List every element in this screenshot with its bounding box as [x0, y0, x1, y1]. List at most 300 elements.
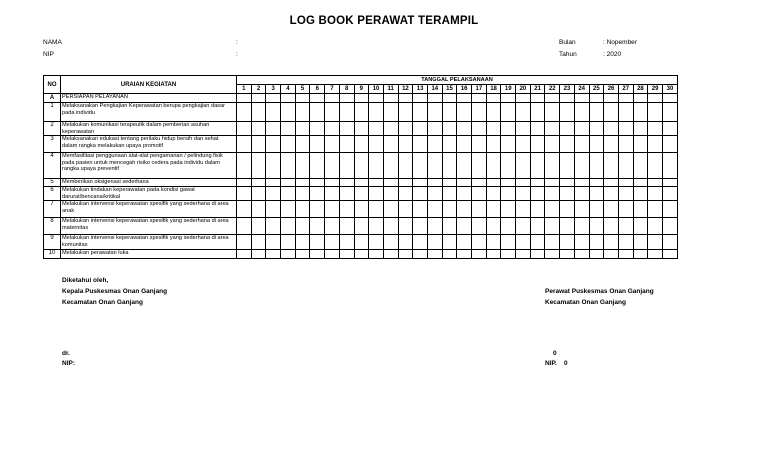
- date-cell[interactable]: [530, 122, 545, 136]
- date-cell[interactable]: [281, 94, 296, 103]
- date-cell[interactable]: [486, 179, 501, 187]
- date-cell[interactable]: [237, 179, 252, 187]
- date-cell[interactable]: [662, 136, 677, 153]
- date-cell[interactable]: [662, 103, 677, 122]
- date-cell[interactable]: [251, 235, 266, 249]
- date-cell[interactable]: [530, 136, 545, 153]
- date-cell[interactable]: [339, 153, 354, 179]
- date-cell[interactable]: [501, 103, 516, 122]
- date-cell[interactable]: [383, 187, 398, 201]
- date-cell[interactable]: [251, 249, 266, 258]
- date-cell[interactable]: [457, 94, 472, 103]
- date-cell[interactable]: [281, 103, 296, 122]
- date-cell[interactable]: [310, 187, 325, 201]
- date-cell[interactable]: [457, 235, 472, 249]
- date-cell[interactable]: [266, 122, 281, 136]
- date-cell[interactable]: [310, 103, 325, 122]
- date-cell[interactable]: [633, 94, 648, 103]
- date-cell[interactable]: [354, 249, 369, 258]
- date-cell[interactable]: [516, 122, 531, 136]
- date-cell[interactable]: [516, 201, 531, 218]
- date-cell[interactable]: [266, 179, 281, 187]
- date-cell[interactable]: [369, 153, 384, 179]
- date-cell[interactable]: [398, 103, 413, 122]
- date-cell[interactable]: [281, 153, 296, 179]
- date-cell[interactable]: [427, 179, 442, 187]
- date-cell[interactable]: [427, 94, 442, 103]
- date-cell[interactable]: [354, 94, 369, 103]
- date-cell[interactable]: [266, 235, 281, 249]
- date-cell[interactable]: [295, 201, 310, 218]
- date-cell[interactable]: [648, 122, 663, 136]
- date-cell[interactable]: [648, 187, 663, 201]
- date-cell[interactable]: [618, 153, 633, 179]
- date-cell[interactable]: [354, 122, 369, 136]
- date-cell[interactable]: [530, 94, 545, 103]
- date-cell[interactable]: [339, 249, 354, 258]
- date-cell[interactable]: [501, 136, 516, 153]
- date-cell[interactable]: [633, 136, 648, 153]
- date-cell[interactable]: [486, 249, 501, 258]
- date-cell[interactable]: [266, 136, 281, 153]
- date-cell[interactable]: [281, 122, 296, 136]
- date-cell[interactable]: [486, 136, 501, 153]
- date-cell[interactable]: [530, 187, 545, 201]
- date-cell[interactable]: [648, 218, 663, 235]
- date-cell[interactable]: [633, 153, 648, 179]
- date-cell[interactable]: [472, 179, 487, 187]
- date-cell[interactable]: [325, 235, 340, 249]
- date-cell[interactable]: [618, 249, 633, 258]
- date-cell[interactable]: [383, 94, 398, 103]
- date-cell[interactable]: [618, 136, 633, 153]
- date-cell[interactable]: [369, 201, 384, 218]
- date-cell[interactable]: [398, 136, 413, 153]
- date-cell[interactable]: [457, 122, 472, 136]
- date-cell[interactable]: [530, 249, 545, 258]
- date-cell[interactable]: [295, 187, 310, 201]
- date-cell[interactable]: [266, 153, 281, 179]
- date-cell[interactable]: [472, 94, 487, 103]
- date-cell[interactable]: [398, 179, 413, 187]
- date-cell[interactable]: [457, 103, 472, 122]
- date-cell[interactable]: [413, 122, 428, 136]
- date-cell[interactable]: [516, 136, 531, 153]
- date-cell[interactable]: [633, 249, 648, 258]
- date-cell[interactable]: [266, 249, 281, 258]
- date-cell[interactable]: [545, 136, 560, 153]
- date-cell[interactable]: [472, 201, 487, 218]
- date-cell[interactable]: [472, 153, 487, 179]
- date-cell[interactable]: [413, 187, 428, 201]
- date-cell[interactable]: [545, 103, 560, 122]
- date-cell[interactable]: [501, 122, 516, 136]
- date-cell[interactable]: [251, 179, 266, 187]
- date-cell[interactable]: [295, 153, 310, 179]
- date-cell[interactable]: [472, 122, 487, 136]
- date-cell[interactable]: [604, 136, 619, 153]
- date-cell[interactable]: [383, 153, 398, 179]
- date-cell[interactable]: [574, 187, 589, 201]
- date-cell[interactable]: [472, 249, 487, 258]
- date-cell[interactable]: [266, 94, 281, 103]
- date-cell[interactable]: [383, 201, 398, 218]
- date-cell[interactable]: [295, 218, 310, 235]
- date-cell[interactable]: [295, 179, 310, 187]
- date-cell[interactable]: [589, 94, 604, 103]
- date-cell[interactable]: [427, 235, 442, 249]
- date-cell[interactable]: [516, 94, 531, 103]
- date-cell[interactable]: [589, 122, 604, 136]
- date-cell[interactable]: [662, 153, 677, 179]
- date-cell[interactable]: [604, 94, 619, 103]
- date-cell[interactable]: [486, 153, 501, 179]
- date-cell[interactable]: [442, 122, 457, 136]
- date-cell[interactable]: [648, 103, 663, 122]
- date-cell[interactable]: [662, 122, 677, 136]
- date-cell[interactable]: [413, 201, 428, 218]
- date-cell[interactable]: [398, 153, 413, 179]
- date-cell[interactable]: [237, 218, 252, 235]
- date-cell[interactable]: [604, 187, 619, 201]
- date-cell[interactable]: [589, 249, 604, 258]
- date-cell[interactable]: [325, 218, 340, 235]
- date-cell[interactable]: [354, 103, 369, 122]
- date-cell[interactable]: [310, 249, 325, 258]
- date-cell[interactable]: [281, 235, 296, 249]
- date-cell[interactable]: [398, 249, 413, 258]
- date-cell[interactable]: [486, 103, 501, 122]
- date-cell[interactable]: [662, 201, 677, 218]
- date-cell[interactable]: [472, 187, 487, 201]
- date-cell[interactable]: [486, 122, 501, 136]
- date-cell[interactable]: [310, 94, 325, 103]
- date-cell[interactable]: [295, 249, 310, 258]
- date-cell[interactable]: [560, 249, 575, 258]
- date-cell[interactable]: [662, 235, 677, 249]
- date-cell[interactable]: [472, 218, 487, 235]
- date-cell[interactable]: [633, 187, 648, 201]
- date-cell[interactable]: [427, 201, 442, 218]
- date-cell[interactable]: [457, 201, 472, 218]
- date-cell[interactable]: [574, 218, 589, 235]
- date-cell[interactable]: [398, 218, 413, 235]
- date-cell[interactable]: [339, 201, 354, 218]
- date-cell[interactable]: [339, 122, 354, 136]
- date-cell[interactable]: [281, 249, 296, 258]
- date-cell[interactable]: [325, 103, 340, 122]
- date-cell[interactable]: [545, 94, 560, 103]
- date-cell[interactable]: [251, 153, 266, 179]
- date-cell[interactable]: [560, 122, 575, 136]
- date-cell[interactable]: [442, 187, 457, 201]
- date-cell[interactable]: [648, 179, 663, 187]
- date-cell[interactable]: [618, 179, 633, 187]
- date-cell[interactable]: [251, 122, 266, 136]
- date-cell[interactable]: [604, 179, 619, 187]
- date-cell[interactable]: [457, 218, 472, 235]
- date-cell[interactable]: [383, 103, 398, 122]
- date-cell[interactable]: [325, 201, 340, 218]
- date-cell[interactable]: [501, 179, 516, 187]
- date-cell[interactable]: [383, 249, 398, 258]
- date-cell[interactable]: [383, 136, 398, 153]
- date-cell[interactable]: [237, 122, 252, 136]
- date-cell[interactable]: [545, 235, 560, 249]
- date-cell[interactable]: [662, 179, 677, 187]
- date-cell[interactable]: [604, 235, 619, 249]
- date-cell[interactable]: [545, 249, 560, 258]
- date-cell[interactable]: [648, 153, 663, 179]
- date-cell[interactable]: [295, 235, 310, 249]
- date-cell[interactable]: [237, 153, 252, 179]
- date-cell[interactable]: [618, 201, 633, 218]
- date-cell[interactable]: [633, 218, 648, 235]
- date-cell[interactable]: [325, 179, 340, 187]
- date-cell[interactable]: [237, 103, 252, 122]
- date-cell[interactable]: [427, 249, 442, 258]
- date-cell[interactable]: [648, 235, 663, 249]
- date-cell[interactable]: [339, 136, 354, 153]
- date-cell[interactable]: [574, 136, 589, 153]
- date-cell[interactable]: [237, 136, 252, 153]
- date-cell[interactable]: [413, 103, 428, 122]
- date-cell[interactable]: [574, 103, 589, 122]
- date-cell[interactable]: [589, 103, 604, 122]
- date-cell[interactable]: [442, 201, 457, 218]
- date-cell[interactable]: [295, 94, 310, 103]
- date-cell[interactable]: [662, 94, 677, 103]
- date-cell[interactable]: [589, 153, 604, 179]
- date-cell[interactable]: [648, 136, 663, 153]
- date-cell[interactable]: [501, 94, 516, 103]
- date-cell[interactable]: [354, 201, 369, 218]
- date-cell[interactable]: [545, 179, 560, 187]
- date-cell[interactable]: [486, 218, 501, 235]
- date-cell[interactable]: [237, 235, 252, 249]
- date-cell[interactable]: [369, 187, 384, 201]
- date-cell[interactable]: [310, 136, 325, 153]
- date-cell[interactable]: [545, 122, 560, 136]
- date-cell[interactable]: [633, 201, 648, 218]
- date-cell[interactable]: [442, 103, 457, 122]
- date-cell[interactable]: [633, 235, 648, 249]
- date-cell[interactable]: [589, 218, 604, 235]
- date-cell[interactable]: [413, 249, 428, 258]
- date-cell[interactable]: [501, 218, 516, 235]
- date-cell[interactable]: [560, 94, 575, 103]
- date-cell[interactable]: [545, 153, 560, 179]
- date-cell[interactable]: [237, 249, 252, 258]
- date-cell[interactable]: [398, 187, 413, 201]
- date-cell[interactable]: [545, 218, 560, 235]
- date-cell[interactable]: [251, 103, 266, 122]
- date-cell[interactable]: [251, 136, 266, 153]
- date-cell[interactable]: [486, 235, 501, 249]
- date-cell[interactable]: [574, 249, 589, 258]
- date-cell[interactable]: [516, 249, 531, 258]
- date-cell[interactable]: [604, 153, 619, 179]
- date-cell[interactable]: [427, 218, 442, 235]
- date-cell[interactable]: [516, 179, 531, 187]
- date-cell[interactable]: [618, 187, 633, 201]
- date-cell[interactable]: [369, 218, 384, 235]
- date-cell[interactable]: [339, 103, 354, 122]
- date-cell[interactable]: [545, 187, 560, 201]
- date-cell[interactable]: [339, 218, 354, 235]
- date-cell[interactable]: [516, 218, 531, 235]
- date-cell[interactable]: [604, 103, 619, 122]
- date-cell[interactable]: [310, 235, 325, 249]
- date-cell[interactable]: [560, 153, 575, 179]
- date-cell[interactable]: [427, 103, 442, 122]
- date-cell[interactable]: [530, 235, 545, 249]
- date-cell[interactable]: [560, 136, 575, 153]
- date-cell[interactable]: [383, 218, 398, 235]
- date-cell[interactable]: [472, 136, 487, 153]
- date-cell[interactable]: [281, 201, 296, 218]
- date-cell[interactable]: [516, 187, 531, 201]
- date-cell[interactable]: [383, 235, 398, 249]
- date-cell[interactable]: [442, 94, 457, 103]
- date-cell[interactable]: [530, 218, 545, 235]
- date-cell[interactable]: [560, 103, 575, 122]
- date-cell[interactable]: [589, 235, 604, 249]
- date-cell[interactable]: [442, 136, 457, 153]
- date-cell[interactable]: [472, 235, 487, 249]
- date-cell[interactable]: [325, 249, 340, 258]
- date-cell[interactable]: [354, 235, 369, 249]
- date-cell[interactable]: [618, 218, 633, 235]
- date-cell[interactable]: [281, 218, 296, 235]
- date-cell[interactable]: [354, 153, 369, 179]
- date-cell[interactable]: [369, 136, 384, 153]
- date-cell[interactable]: [501, 235, 516, 249]
- date-cell[interactable]: [251, 218, 266, 235]
- date-cell[interactable]: [516, 103, 531, 122]
- date-cell[interactable]: [295, 122, 310, 136]
- date-cell[interactable]: [604, 122, 619, 136]
- date-cell[interactable]: [574, 201, 589, 218]
- date-cell[interactable]: [604, 201, 619, 218]
- date-cell[interactable]: [442, 153, 457, 179]
- date-cell[interactable]: [369, 179, 384, 187]
- date-cell[interactable]: [633, 179, 648, 187]
- date-cell[interactable]: [325, 136, 340, 153]
- date-cell[interactable]: [589, 187, 604, 201]
- date-cell[interactable]: [457, 179, 472, 187]
- date-cell[interactable]: [574, 94, 589, 103]
- date-cell[interactable]: [486, 94, 501, 103]
- date-cell[interactable]: [589, 179, 604, 187]
- date-cell[interactable]: [574, 235, 589, 249]
- date-cell[interactable]: [413, 136, 428, 153]
- date-cell[interactable]: [427, 187, 442, 201]
- date-cell[interactable]: [369, 249, 384, 258]
- date-cell[interactable]: [501, 187, 516, 201]
- date-cell[interactable]: [427, 122, 442, 136]
- date-cell[interactable]: [486, 201, 501, 218]
- date-cell[interactable]: [662, 218, 677, 235]
- date-cell[interactable]: [383, 122, 398, 136]
- date-cell[interactable]: [560, 218, 575, 235]
- date-cell[interactable]: [574, 179, 589, 187]
- date-cell[interactable]: [383, 179, 398, 187]
- date-cell[interactable]: [427, 153, 442, 179]
- date-cell[interactable]: [354, 136, 369, 153]
- date-cell[interactable]: [662, 187, 677, 201]
- date-cell[interactable]: [662, 249, 677, 258]
- date-cell[interactable]: [486, 187, 501, 201]
- date-cell[interactable]: [310, 179, 325, 187]
- date-cell[interactable]: [633, 103, 648, 122]
- date-cell[interactable]: [413, 218, 428, 235]
- date-cell[interactable]: [516, 153, 531, 179]
- date-cell[interactable]: [648, 249, 663, 258]
- date-cell[interactable]: [251, 201, 266, 218]
- date-cell[interactable]: [618, 235, 633, 249]
- date-cell[interactable]: [237, 94, 252, 103]
- date-cell[interactable]: [560, 179, 575, 187]
- date-cell[interactable]: [618, 122, 633, 136]
- date-cell[interactable]: [237, 187, 252, 201]
- date-cell[interactable]: [369, 235, 384, 249]
- date-cell[interactable]: [501, 153, 516, 179]
- date-cell[interactable]: [266, 103, 281, 122]
- date-cell[interactable]: [589, 136, 604, 153]
- date-cell[interactable]: [398, 94, 413, 103]
- date-cell[interactable]: [604, 249, 619, 258]
- date-cell[interactable]: [560, 201, 575, 218]
- date-cell[interactable]: [325, 187, 340, 201]
- date-cell[interactable]: [545, 201, 560, 218]
- date-cell[interactable]: [310, 122, 325, 136]
- date-cell[interactable]: [442, 235, 457, 249]
- date-cell[interactable]: [457, 187, 472, 201]
- date-cell[interactable]: [325, 94, 340, 103]
- date-cell[interactable]: [574, 122, 589, 136]
- date-cell[interactable]: [310, 218, 325, 235]
- date-cell[interactable]: [530, 179, 545, 187]
- date-cell[interactable]: [339, 179, 354, 187]
- date-cell[interactable]: [251, 94, 266, 103]
- date-cell[interactable]: [398, 201, 413, 218]
- date-cell[interactable]: [281, 136, 296, 153]
- date-cell[interactable]: [354, 187, 369, 201]
- date-cell[interactable]: [266, 187, 281, 201]
- date-cell[interactable]: [457, 136, 472, 153]
- date-cell[interactable]: [369, 103, 384, 122]
- date-cell[interactable]: [457, 249, 472, 258]
- date-cell[interactable]: [648, 94, 663, 103]
- date-cell[interactable]: [516, 235, 531, 249]
- date-cell[interactable]: [413, 179, 428, 187]
- date-cell[interactable]: [604, 218, 619, 235]
- date-cell[interactable]: [501, 249, 516, 258]
- date-cell[interactable]: [266, 218, 281, 235]
- date-cell[interactable]: [369, 94, 384, 103]
- date-cell[interactable]: [354, 179, 369, 187]
- date-cell[interactable]: [354, 218, 369, 235]
- date-cell[interactable]: [325, 153, 340, 179]
- date-cell[interactable]: [457, 153, 472, 179]
- date-cell[interactable]: [310, 201, 325, 218]
- date-cell[interactable]: [325, 122, 340, 136]
- date-cell[interactable]: [339, 235, 354, 249]
- date-cell[interactable]: [413, 235, 428, 249]
- date-cell[interactable]: [648, 201, 663, 218]
- date-cell[interactable]: [281, 187, 296, 201]
